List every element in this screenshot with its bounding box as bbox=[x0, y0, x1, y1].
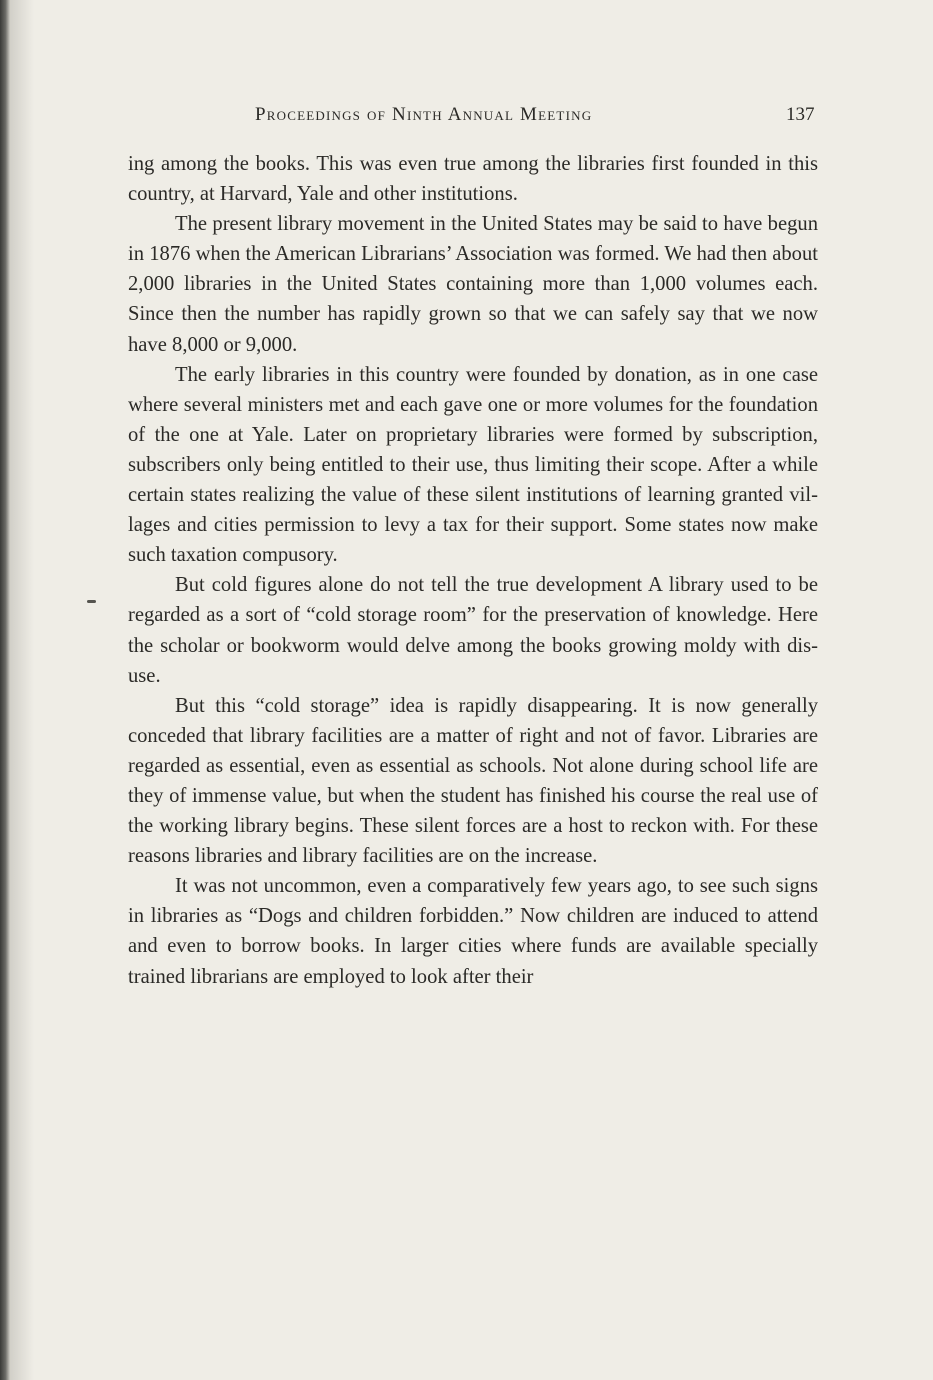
paragraph-4: But cold figures alone do not tell the true development A library used to be regarded as a sort of “cold storage room” for the preservation of knowledge. Here the scholar or bookworm would delve among the books growing moldy with disuse. bbox=[128, 574, 818, 687]
paragraph-3: The early libraries in this country were founded by donation, as in one case where several ministers met and each gave one or more volumes for the foundation of the one at Yale. Later on proprietary libraries were formed by subscription, subscribers only being entitled to their use, thus limiting their scope. After a while certain states realizing the value of these silent institutions of learning granted villages and cities permission to levy a tax for their support. Some states now make such taxation compusory. bbox=[128, 363, 818, 567]
gutter-shadow bbox=[10, 0, 34, 1380]
paragraph-1: ing among the books. This was even true among the libraries first founded in this country, at Harvard, Yale and other institutions. bbox=[128, 153, 818, 206]
page-number: 137 bbox=[786, 104, 815, 125]
margin-mark bbox=[87, 600, 96, 603]
body-text bbox=[128, 149, 818, 992]
page-header bbox=[0, 98, 933, 130]
book-binding-edge bbox=[0, 0, 10, 1380]
paragraph-5: But this “cold storage” idea is rapidly disappearing. It is now generally conceded that library facilities are a matter of right and not of favor. Libraries are regarded as essential, even as essential as schools. Not alone during school life are they of immense value, but when the student has finished his course the real use of the working library begins. These silent forces are a host to reckon with. For these reasons libraries and library facilities are on the increase. bbox=[128, 694, 818, 868]
paragraph-2: The present library movement in the United States may be said to have begun in 1876 when the American Librarians’ Association was formed. We had then about 2,000 libraries in the United States containing more than 1,000 volumes each. Since then the number has rapidly grown so that we can safely say that we now have 8,000 or 9,000. bbox=[128, 213, 818, 356]
paragraph-6: It was not uncommon, even a comparatively few years ago, to see such signs in libraries as “Dogs and children forbidden.” Now children are induced to attend and even to borrow books. In larger cities where funds are available specially trained librarians are employed to look after their bbox=[128, 875, 818, 988]
running-title: Proceedings of Ninth Annual Meeting bbox=[255, 104, 593, 125]
